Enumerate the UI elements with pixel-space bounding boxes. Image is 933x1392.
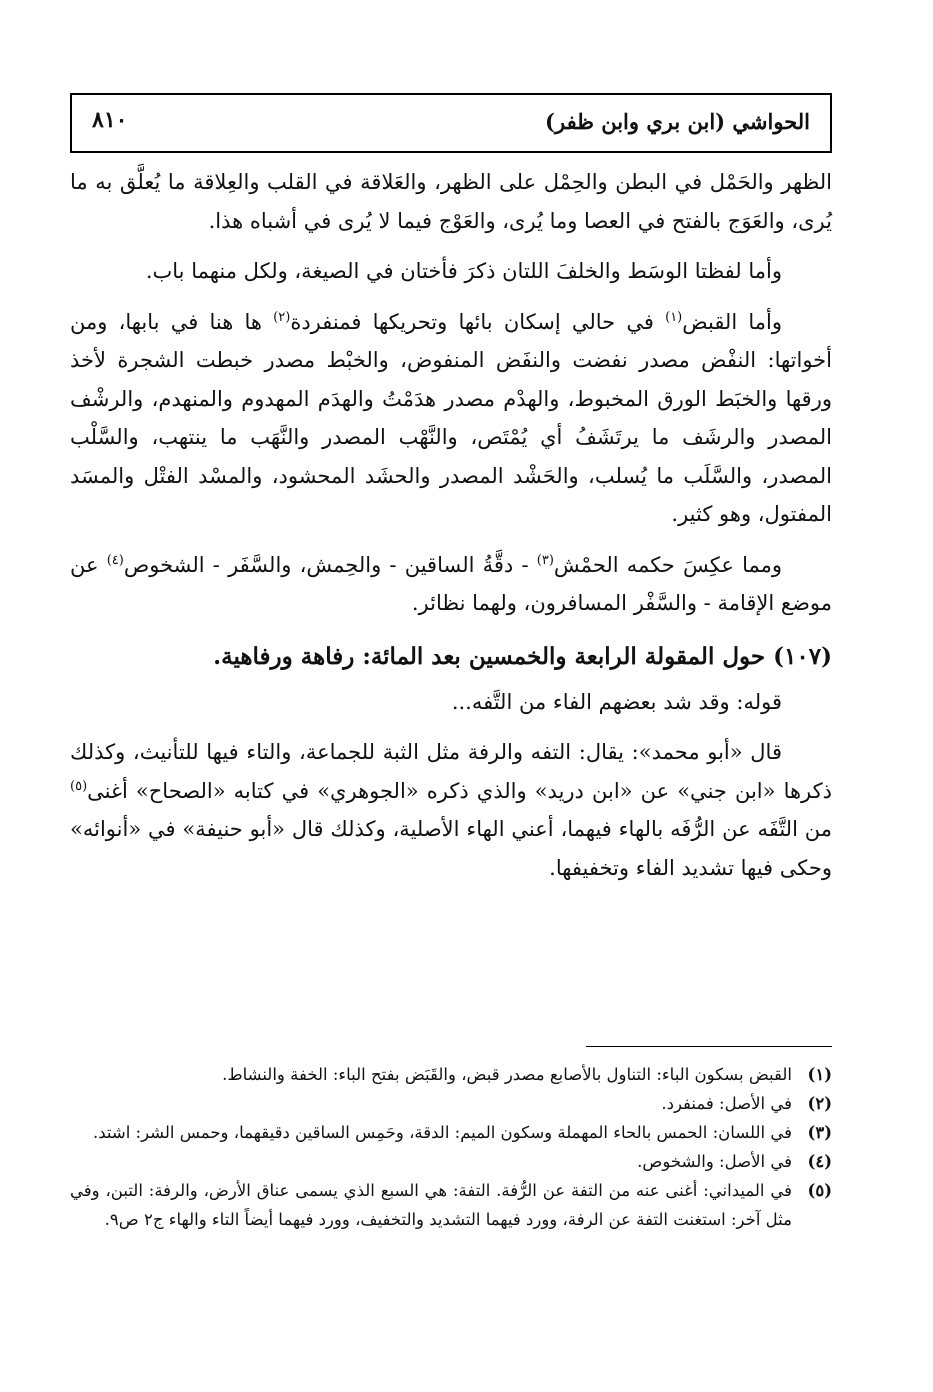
footnote-number: (١): [807, 1065, 832, 1084]
text-run: ها هنا في بابها، ومن أخواتها: النفْض مصدر نفضت والنفَض المنفوض، والخبْط مصدر خبطت الشجرة لأخذ ورقها والخبَط الورق المخبوط، والهدْم مصدر هدَمْتُ والهدَم المهدوم والمنهدم، والرشْف المصدر والرشَف ما يرتَشَفُ أي يُمْتَص، والنَّهْب المصدر والنَّهَب ما ينتهب، والسَّلْب المصدر، والسَّلَب ما يُسلب، والحَشْد المصدر والحشَد المحشود، والمسْد الفتْل والمسَد المفتول، وهو كثير.: [70, 309, 832, 526]
paragraph: قوله: وقد شد بعضهم الفاء من التَّفه...: [451, 689, 782, 714]
footnote-ref[interactable]: (٣): [536, 552, 554, 568]
footnote-text: في اللسان: الحمس بالحاء المهملة وسكون الميم: الدقة، وحَمِس الساقين دقيقهما، وحمس الشر: اشتد.: [92, 1123, 792, 1142]
footnote: [70, 1118, 832, 1147]
section-heading: (١٠٧) حول المقولة الرابعة والخمسين بعد المائة: رفاهة ورفاهية.: [213, 642, 832, 670]
footnote-text: في الميداني: أغنى عنه من التفة عن الرُّفة. التفة: هي السبع الذي يسمى عناق الأرض، والرفة: التبن، وفي مثل آخر: استغنت التفة عن الرفة، وورد فيهما التشديد والتخفيف، وورد فيهما أيضاً التاء والهاء ج٢ ص٩.: [70, 1181, 792, 1229]
footnote-ref[interactable]: (١): [665, 309, 683, 325]
text-run: قال «أبو محمد»: يقال: التفه والرفة مثل الثبة للجماعة، والتاء فيها للتأنيث، وكذلك ذكرها «ابن جني» عن «ابن دريد» والذي ذكره «الجوهري» في كتابه «الصحاح» أغنى: [70, 740, 832, 803]
text-run: وأما القبض: [682, 309, 782, 334]
footnote-number: (٤): [807, 1152, 832, 1171]
footnote-text: في الأصل: والشخوص.: [637, 1152, 792, 1171]
text-run: - دقَّةُ الساقين - والحِمش، والسَّفَر - الشخوص: [123, 552, 537, 577]
page-number: ٨١٠: [92, 107, 128, 133]
footnote: [70, 1176, 832, 1234]
running-title: الحواشي (ابن بري وابن ظفر): [545, 109, 810, 134]
footnote-ref[interactable]: (٤): [106, 552, 124, 568]
footnotes: [70, 1060, 832, 1234]
footnote-number: (٥): [807, 1181, 832, 1200]
footnote: [70, 1060, 832, 1089]
text-run: عن موضع الإقامة - والسَّفْر المسافرون، ولهما نظائر.: [70, 552, 832, 615]
main-text: [70, 163, 832, 887]
footnote-ref[interactable]: (٢): [273, 309, 291, 325]
footnote-separator: [586, 1046, 832, 1047]
footnote-number: (٢): [807, 1094, 832, 1113]
paragraph: [70, 303, 832, 534]
paragraph: وأما لفظتا الوسَط والخلفَ اللتان ذكرَ فأختان في الصيغة، ولكل منهما باب.: [145, 259, 782, 283]
text-run: من التَّفَه عن الرُّفَه بالهاء فيهما، أعني الهاء الأصلية، وكذلك قال «أبو حنيفة» في «أنوائه» وحكى فيها تشديد الفاء وتخفيفها.: [70, 817, 832, 880]
text-run: في حالي إسكان بائها وتحريكها فمنفردة: [290, 309, 666, 334]
footnote: [70, 1089, 832, 1118]
footnote-text: في الأصل: فمنفرد.: [661, 1094, 792, 1113]
text-run: ومما عكِسَ حكمه الحمْش: [553, 552, 782, 577]
page-header: [70, 93, 832, 153]
paragraph: [70, 546, 832, 623]
paragraph: الظهر والحَمْل في البطن والحِمْل على الظهر، والعَلاقة في القلب والعِلاقة ما يُعلَّق به ما يُرى، والعَوَج بالفتح في العصا وما يُرى، والعَوْج فيما لا يُرى في أشباه هذا.: [70, 170, 832, 233]
footnote-text: القبض بسكون الباء: التناول بالأصابع مصدر قبض، والقَبَض بفتح الباء: الخفة والنشاط.: [222, 1065, 792, 1084]
footnote-number: (٣): [807, 1123, 832, 1142]
paragraph: [70, 733, 832, 887]
footnote-ref[interactable]: (٥): [70, 778, 88, 794]
footnote: [70, 1147, 832, 1176]
